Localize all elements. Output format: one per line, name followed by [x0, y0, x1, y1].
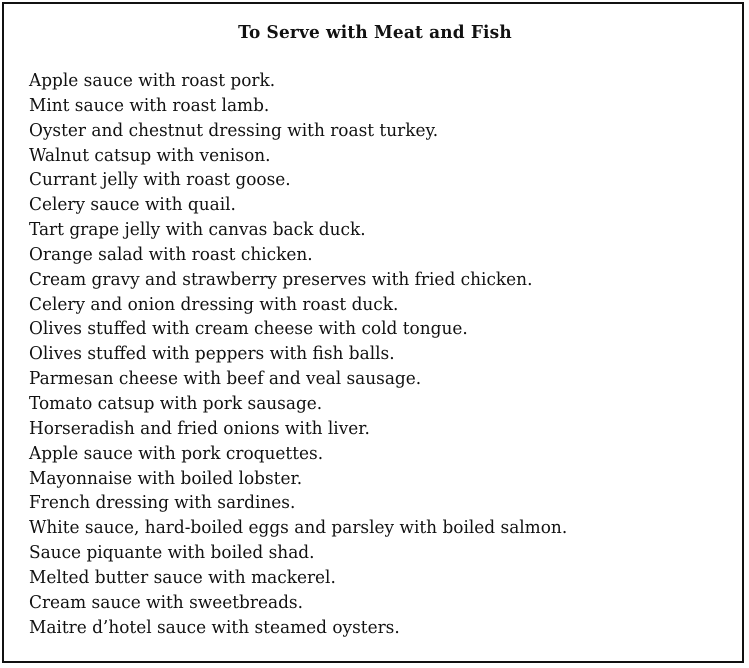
- list-item: Melted butter sauce with mackerel.: [29, 566, 336, 588]
- list-item: Cream gravy and strawberry preserves with fried chicken.: [29, 268, 533, 290]
- list-item: White sauce, hard-boiled eggs and parsley with boiled salmon.: [29, 517, 568, 539]
- list-item: Apple sauce with pork croquettes.: [29, 442, 324, 464]
- list-item: Mayonnaise with boiled lobster.: [29, 467, 303, 489]
- page-frame: [2, 2, 744, 663]
- list-item: Sauce piquante with boiled shad.: [29, 542, 315, 564]
- list-item: Maitre d’hotel sauce with steamed oysters.: [29, 616, 400, 638]
- list-item: Parmesan cheese with beef and veal sausage.: [29, 368, 422, 390]
- page-title: To Serve with Meat and Fish: [238, 22, 512, 43]
- list-item: Walnut catsup with venison.: [29, 144, 271, 166]
- list-item: Mint sauce with roast lamb.: [29, 94, 270, 116]
- list-item: Currant jelly with roast goose.: [29, 169, 291, 191]
- list-item: Olives stuffed with peppers with fish balls.: [29, 343, 395, 365]
- list-item: Tart grape jelly with canvas back duck.: [29, 219, 366, 241]
- list-item: Olives stuffed with cream cheese with cold tongue.: [29, 318, 468, 340]
- list-item: Celery sauce with quail.: [29, 194, 236, 216]
- list-item: Cream sauce with sweetbreads.: [29, 591, 303, 613]
- list-item: Oyster and chestnut dressing with roast turkey.: [29, 119, 439, 141]
- list-item: Apple sauce with roast pork.: [29, 70, 276, 91]
- list-item: Tomato catsup with pork sausage.: [29, 392, 323, 414]
- list-item: French dressing with sardines.: [29, 492, 296, 514]
- list-item: Horseradish and fried onions with liver.: [29, 417, 370, 439]
- list-item: Celery and onion dressing with roast duck.: [29, 293, 399, 315]
- list-item: Orange salad with roast chicken.: [29, 243, 313, 265]
- pairing-list: [29, 69, 744, 640]
